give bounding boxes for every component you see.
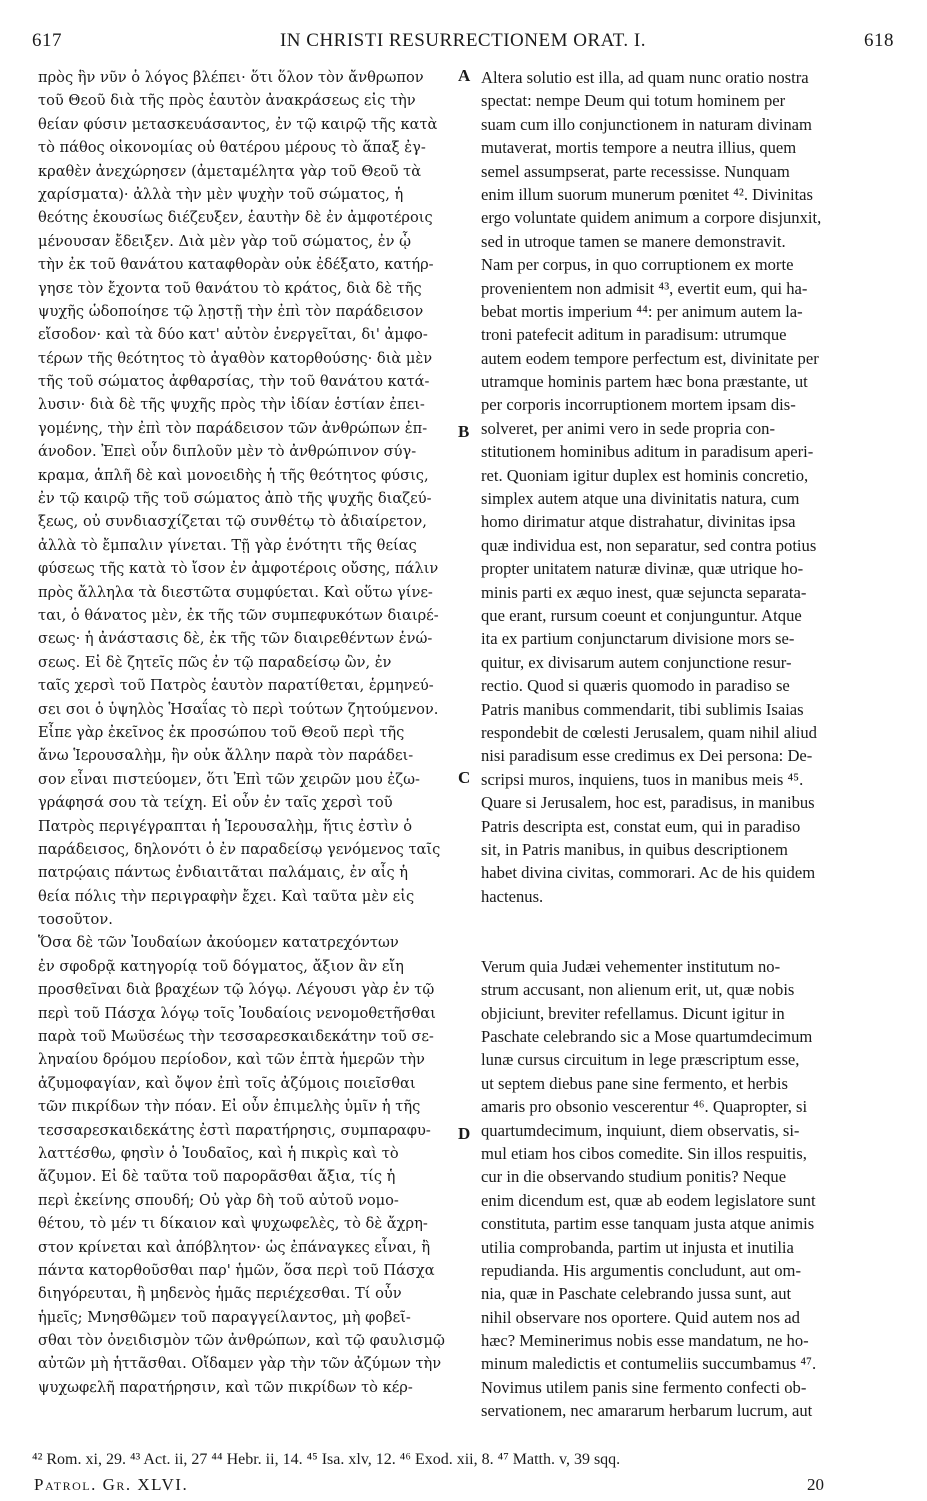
latin-text-line: cur in die observando studium ponitis? Neque — [481, 1167, 787, 1187]
latin-text-line — [481, 931, 889, 954]
latin-text-line: respondebit de cœlesti Jerusalem, quam nihil aliud — [481, 722, 817, 742]
greek-text-line: Εἶπε γὰρ ἐκεῖνος ἐκ προσώπου τοῦ Θεοῦ περὶ τῆς — [38, 723, 405, 741]
greek-text-line: τὴν ἐκ τοῦ θανάτου καταφθορὰν οὐκ ἐδέξατο, κατήρ- — [38, 256, 434, 274]
greek-text-line: προσθεῖναι διὰ βραχέων τῷ λόγῳ. Λέγουσι γὰρ ἐν τῷ — [38, 981, 435, 999]
latin-text-line: Quare si Jerusalem, hoc est, paradisus, in manibus — [481, 793, 815, 813]
latin-text-line: enim illum suorum munerum pœnitet ⁴². Divinitas — [481, 184, 814, 204]
latin-text-line: nia, quæ in Paschate celebrando jussa sunt, aut — [481, 1284, 792, 1304]
greek-text-line: εἴσοδον· καὶ τὰ δύο κατ' αὐτὸν ἐνεργεῖται, δι' ἀμφο- — [38, 326, 428, 344]
latin-text-line: hactenus. — [481, 886, 544, 906]
latin-text-line: rectio. Quod si quæris quomodo in paradiso se — [481, 676, 790, 696]
latin-text-line: ret. Quoniam igitur duplex est hominis concretio, — [481, 465, 809, 485]
greek-text-line: γράφησά σου τὰ τείχη. Εἰ οὖν ἐν ταῖς χερσὶ τοῦ — [38, 794, 393, 812]
latin-text-line: enim dicendum est, quæ ab eodem legislatore sunt — [481, 1190, 816, 1210]
greek-text-line: παράδεισος, δηλονότι ὁ ἐν παραδείσῳ γενόμενος ταῖς — [38, 840, 441, 858]
latin-text-line: servationem, nec amararum herbarum lucrum, aut — [481, 1401, 813, 1421]
page-header — [32, 30, 894, 58]
greek-text-line: ἄνω Ἱερουσαλὴμ, ἣν οὐκ ἄλλην παρὰ τὸν παράδει- — [38, 747, 414, 765]
latin-text-line: provenientem non admisit ⁴³, evertit eum, qui ha- — [481, 278, 808, 298]
greek-text-line: ψυχωφελῆ παρατήρησιν, καὶ τῶν πικρίδων τὸ κέρ- — [38, 1378, 413, 1396]
latin-text-line: amaris pro obsonio vescerentur ⁴⁶. Quapropter, si — [481, 1097, 808, 1117]
margin-marker-a: A — [458, 66, 471, 85]
running-title: IN CHRISTI RESURRECTIONEM ORAT. I. — [279, 30, 647, 51]
greek-text-line: ἐν τῷ καιρῷ τῆς τοῦ σώματος ἀπὸ τῆς ψυχῆς διαζεύ- — [38, 490, 432, 508]
greek-text-line: περὶ ἐκείνης σπουδή; Οὐ γὰρ δὴ τοῦ αὐτοῦ νομο- — [38, 1191, 399, 1209]
greek-text-line: φύσεως τῆς κατὰ τὸ ἴσον ἐν ἀμφοτέροις οὔσης, πάλιν — [38, 560, 439, 578]
greek-text-line: παρὰ τοῦ Μωϋσέως τὴν τεσσαρεσκαιδεκάτην τοῦ σε- — [38, 1028, 434, 1046]
latin-text-line: troni patefecit aditum in paradisum: utrumque — [481, 325, 787, 345]
latin-text-line: semel assumpserat, parte recessisse. Nunquam — [481, 161, 790, 181]
latin-text-line: Altera solutio est illa, ad quam nunc oratio nostra — [481, 68, 809, 87]
greek-text-line: ἀζυμοφαγίαν, καὶ ὄψον ἐπὶ τοῖς ἀζύμοις ποιεῖσθαι — [38, 1074, 416, 1092]
signature-number: 20 — [807, 1475, 824, 1494]
greek-text-line: ξεως, οὐ συνδιασχίζεται τῷ συνθέτῳ τὸ ἀδιαίρετον, — [38, 513, 427, 531]
latin-text-line: ergo voluntate quidem animum a corpore disjunxit, — [481, 208, 822, 228]
greek-text-line: ἐν σφοδρᾷ κατηγορίᾳ τοῦ δόγματος, ἄξιον ἂν εἴη — [38, 957, 404, 975]
greek-text-line: χαρίσματα)· ἀλλὰ τὴν μὲν ψυχὴν τοῦ σώματος, ἡ — [38, 185, 404, 203]
latin-text-line: ut septem diebus pane sine fermento, et herbis — [481, 1073, 788, 1093]
greek-text-line: κραμα, ἁπλῆ δὲ καὶ μονοειδὴς ἡ τῆς θεότητος φύσις, — [38, 466, 429, 484]
latin-text-line: hæc? Meminerimus nobis esse mandatum, ne ho- — [481, 1331, 809, 1351]
latin-text-line: constituta, partim esse tanquam justa atque animis — [481, 1214, 815, 1234]
latin-text-line: minum maledictis et contumeliis succumbamus ⁴⁷. — [481, 1354, 817, 1374]
latin-text-line: autem eodem tempore perfectum est, divinitate per — [481, 348, 819, 368]
greek-text-line: άνοδον. Ἐπεὶ οὖν διπλοῦν μὲν τὸ ἀνθρώπινον σύγ- — [38, 443, 417, 461]
footnotes: ⁴² Rom. xi, 29. ⁴³ Act. ii, 27 ⁴⁴ Hebr. ii, 14. ⁴⁵ Isa. xlv, 12. ⁴⁶ Exod. xii, 8. ⁴⁷ Matth. v, 39 sqq. — [32, 1451, 621, 1468]
greek-text-line: ται, ὁ θάνατος μὲν, ἐκ τῆς τῶν συμπεφυκότων διαιρέ- — [38, 606, 439, 624]
margin-marker-b: B — [458, 422, 470, 441]
greek-text-line: ἀλλὰ τὸ ἔμπαλιν γίνεται. Τῇ γὰρ ἑνότητι τῆς θείας — [38, 536, 417, 554]
latin-text-line: mul etiam hos cibos comedite. Sin illos respuitis, — [481, 1143, 807, 1163]
latin-text-line: utramque hominis partem hæc bona præstante, ut — [481, 372, 808, 392]
latin-text-line: suam cum illo conjunctionem in naturam divinam — [481, 114, 812, 134]
latin-text-line: quitur, ex divisarum autem conjunctione resur- — [481, 652, 792, 672]
greek-text-line: σεως· ἡ ἀνάστασις δὲ, ἐκ τῆς τῶν διαιρεθέντων ἑνώ- — [38, 630, 433, 648]
latin-text-line: spectat: nempe Deum qui totum hominem per — [481, 91, 786, 111]
greek-text-line: τὸ πάθος οἰκονομίας οὐ θατέρου μέρους τὸ ἅπαξ ἐγ- — [38, 139, 426, 157]
greek-column — [38, 66, 451, 1436]
greek-text-line: λαττέσθω, φησὶν ὁ Ἰουδαῖος, καὶ ἡ πικρὶς καὶ τὸ — [38, 1144, 399, 1162]
latin-text-line: stitutionem hominibus aditum in paradisum aperi- — [481, 442, 814, 462]
greek-text-line: τοσοῦτον. — [38, 911, 113, 929]
latin-text-line: ita ex partium conjunctarum divisione mors se- — [481, 629, 795, 649]
latin-text-line: Novimus utilem panis sine fermento confecti ob- — [481, 1377, 807, 1397]
greek-text-line: ψυχῆς ὡδοποίησε τῷ λῃστῇ τὴν ἐπὶ τὸν παράδεισον — [38, 302, 424, 320]
latin-text-line: que erant, rursum coeunt et conjunguntur. Atque — [481, 605, 802, 625]
latin-text-line: sit, in Patris manibus, in quibus descriptionem — [481, 839, 788, 859]
margin-marker-c: C — [458, 768, 471, 787]
latin-text-line: scripsi muros, inquiens, tuos in manibus meis ⁴⁵. — [481, 769, 804, 789]
latin-text-line: propter unitatem naturæ divinæ, quæ utrique ho- — [481, 559, 804, 579]
greek-text-line: στον κρίνεται καὶ ἀπόβλητον· ὡς ἐπάναγκες εἶναι, ἢ — [38, 1238, 431, 1256]
greek-text-line: σεως. Εἰ δὲ ζητεῖς πῶς ἐν τῷ παραδείσῳ ὢν, ἐν — [38, 653, 392, 671]
greek-text-line: λυσιν· διὰ δὲ τῆς ψυχῆς πρὸς τὴν ἰδίαν ἑστίαν ἐπει- — [38, 396, 425, 414]
greek-text-line: ταῖς χερσὶ τοῦ Πατρὸς ἑαυτὸν παρατίθεται, ἑρμηνεύ- — [38, 677, 434, 695]
greek-text-line: θείαν φύσιν μετασκευάσαντος, ἐν τῷ καιρῷ τῆς κατὰ — [38, 115, 438, 133]
greek-text-line: διηγόρευται, ἢ μηδενὸς ἡμᾶς περιέχεσθαι. Τί οὖν — [38, 1285, 402, 1303]
latin-column — [481, 66, 889, 1436]
latin-text-line: simplex autem atque una divinitatis natura, cum — [481, 489, 800, 509]
latin-text-line: utilia comprobanda, partim ut injusta et inutilia — [481, 1237, 794, 1257]
greek-text-line: μένουσαν ἔδειξεν. Διὰ μὲν γὰρ τοῦ σώματος, ἐν ᾧ — [38, 232, 412, 250]
greek-text-line: σει σοι ὁ ὑψηλὸς Ἡσαΐας τὸ περὶ τούτων ζητούμενον. — [38, 700, 439, 718]
latin-text-line: homo dirimatur atque distrahatur, divinitas ipsa — [481, 512, 796, 532]
latin-text-line: minis parti ex æquo inest, quæ sejuncta separata- — [481, 582, 807, 602]
latin-text-line: repudianda. His argumentis concludunt, aut om- — [481, 1260, 801, 1280]
latin-text-line: strum accusant, non alienum erit, ut, quæ nobis — [481, 980, 795, 1000]
greek-text-line: τῆς τοῦ σώματος ἀφθαρσίας, τὴν τοῦ θανάτου κατά- — [38, 373, 430, 391]
greek-text-line: περὶ τοῦ Πάσχα λόγῳ τοῖς Ἰουδαίοις νενομοθετῆσθαι — [38, 1004, 436, 1022]
latin-text-line: sed in utroque tamen se manere demonstravit. — [481, 231, 786, 251]
greek-text-line: ἡμεῖς; Μνησθῶμεν τοῦ παραγγείλαντος, μὴ φοβεῖ- — [38, 1308, 411, 1326]
greek-text-line: κραθὲν ἀνεχώρησεν (ἀμεταμέλητα γὰρ τοῦ Θεοῦ τὰ — [38, 162, 422, 180]
latin-text-line: solveret, per animi vero in sede propria con- — [481, 418, 775, 438]
page-number-right: 618 — [864, 30, 894, 51]
latin-text-line: quæ individua est, non separatur, sed contra potius — [481, 535, 817, 555]
latin-text-line: mutaverat, mortis tempore a neutra illius, quem — [481, 138, 797, 158]
greek-text-line: τοῦ Θεοῦ διὰ τῆς πρὸς ἑαυτὸν ἀνακράσεως εἰς τὴν — [38, 92, 416, 110]
latin-text-line: Patris descripta est, constat eum, qui in paradiso — [481, 816, 801, 836]
latin-text-line: lunæ cursus circuitum in lege præscriptum esse, — [481, 1050, 800, 1070]
greek-text-line: σον εἶναι πιστεύομεν, ὅτι Ἐπὶ τῶν χειρῶν μου ἐζω- — [38, 770, 420, 788]
latin-text-line: objiciunt, breviter refellamus. Dicunt igitur in — [481, 1003, 785, 1023]
greek-text-line: πρὸς ἣν νῦν ὁ λόγος βλέπει· ὅτι ὅλον τὸν ἄνθρωπον — [38, 69, 424, 86]
latin-text-line — [481, 908, 889, 931]
greek-text-line: γησε τὸν ἔχοντα τοῦ θανάτου τὸ κράτος, διὰ δὲ τῆς — [38, 279, 422, 297]
greek-text-line: τῶν πικρίδων τὴν πόαν. Εἰ οὖν ἐπιμελὴς ὑμῖν ἡ τῆς — [38, 1098, 421, 1116]
latin-text-line: nihil observare nos oportere. Quid autem nos ad — [481, 1307, 800, 1327]
greek-text-line: Πατρὸς περιγέγραπται ἡ Ἱερουσαλὴμ, ἥτις ἐστὶν ὁ — [38, 817, 413, 835]
greek-text-line: θεότης ἑκουσίως διέζευξεν, ἑαυτὴν δὲ ἐν ἀμφοτέροις — [38, 209, 433, 227]
latin-text-line: quartumdecimum, inquiunt, diem observatis, si- — [481, 1120, 800, 1140]
greek-text-line: ληναίου δρόμου περίοδον, καὶ τῶν ἑπτὰ ἡμερῶν τὴν — [38, 1051, 425, 1069]
volume-signature: Patrol. Gr. XLVI. — [34, 1475, 189, 1494]
greek-text-line: πάντα κατορθοῦσθαι παρ' ἡμῶν, ὅσα περὶ τοῦ Πάσχα — [38, 1261, 435, 1279]
latin-text-line: nisi paradisum esse credimus ex Dei persona: De- — [481, 746, 813, 766]
greek-text-line: θεία πόλις τὴν περιγραφὴν ἔχει. Καὶ ταῦτα μὲν εἰς — [38, 887, 415, 905]
greek-text-line: σθαι τὸν ὀνειδισμὸν τῶν ἀνθρώπων, καὶ τῷ φαυλισμῷ — [38, 1332, 445, 1350]
greek-text-line: πατρῴαις πάντως ἐνδιαιτᾶται παλάμαις, ἐν αἷς ἡ — [38, 864, 409, 882]
greek-text-line: τεσσαρεσκαιδεκάτης ἐστὶ παρατήρησις, συμπαραφυ- — [38, 1121, 431, 1139]
greek-text-line: πρὸς ἄλληλα τὰ διεστῶτα συμφύεται. Καὶ οὕτω γίνε- — [38, 583, 433, 601]
greek-text-line: θέτου, τὸ μέν τι δίκαιον καὶ ψυχωφελὲς, τὸ δὲ ἄχρη- — [38, 1215, 428, 1233]
latin-text-line: habet divina civitas, commorari. Ac de his quidem — [481, 863, 816, 883]
greek-text-line: γομένης, τὴν ἐπὶ τὸν παράδεισον τῶν ἀνθρώπων ἐπ- — [38, 419, 428, 437]
greek-text-line: Ὅσα δὲ τῶν Ἰουδαίων ἀκούομεν κατατρεχόντων — [38, 934, 399, 952]
greek-text-line: τέρων τῆς θεότητος τὸ ἀγαθὸν κατορθούσης· διὰ μὲν — [38, 349, 433, 367]
latin-text-line: Patris manibus commendarit, tibi sublimis Isaias — [481, 699, 804, 719]
latin-text-line: per corporis incorruptionem mortem ipsam dis- — [481, 395, 796, 415]
latin-text-line: Paschate celebrando sic a Mose quartumdecimum — [481, 1027, 813, 1047]
margin-marker-d: D — [458, 1124, 471, 1143]
latin-text-line: Verum quia Judæi vehementer institutum no- — [481, 956, 781, 976]
greek-text-line: αὐτῶν μὴ ἡττᾶσθαι. Οἴδαμεν γὰρ τὴν τῶν ἀζύμων τὴν — [38, 1355, 442, 1373]
greek-text-line: ἄζυμον. Εἰ δὲ ταῦτα τοῦ παρορᾶσθαι ἄξια, τίς ἡ — [38, 1168, 396, 1186]
page-footer — [32, 1475, 894, 1497]
latin-text-line: bebat mortis imperium ⁴⁴: per animum autem la- — [481, 301, 803, 321]
page-number-left: 617 — [32, 30, 62, 51]
latin-text-line: Nam per corpus, in quo corruptionem ex morte — [481, 255, 794, 275]
